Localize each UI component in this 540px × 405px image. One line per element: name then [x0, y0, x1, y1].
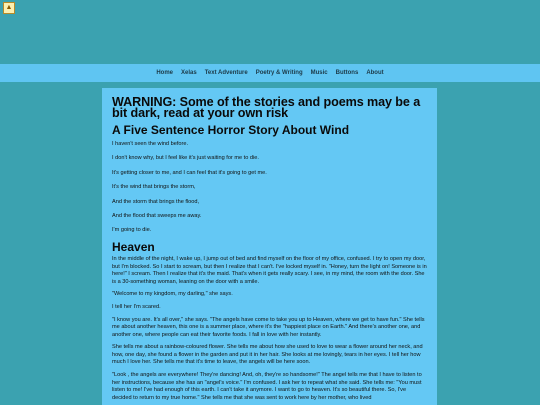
story-paragraph: It's the wind that brings the storm, — [112, 184, 196, 191]
nav-buttons[interactable]: Buttons — [335, 70, 359, 76]
content-panel[interactable] — [102, 88, 437, 405]
nav-poetry-writing[interactable]: Poetry & Writing — [255, 70, 303, 76]
book-icon[interactable]: ▲ — [3, 2, 15, 14]
story-paragraph: It's getting closer to me, and I can feel that it's going to get me. — [112, 169, 267, 176]
story-paragraph: "Look , the angels are everywhere! They're dancing! And, oh, they're so handsome!" The angel tells me that I have to listen to her instructions, because she has an "angel's voice." I'm confused. I ask her to repeat what she said. She tells me: "You must listen to me! I've had enough of this earth. I can't take it anymore. I want to go to heaven. It's so beautiful there. So, I've decided to return to my true home." She tells me that she was sent to work here by her mother, who lived — [112, 372, 422, 401]
nav-about[interactable]: About — [366, 70, 384, 76]
story-paragraph: In the middle of the night, I wake up, I jump out of bed and find myself on the floor of my office, confused. I try to open my door, but I'm blocked. So I start to scream, but then I realize that I can't. I've locked myself in. "Honey, turn the light on! Someone is in here!" I scream. Then I realize that it's the maid. That's when it gets really scary. I see, in my mind, the room with the door. She is a 30-something woman, leaning on the door with a smile. — [112, 255, 427, 285]
nav-home[interactable]: Home — [156, 70, 174, 76]
warning-heading: WARNING: Some of the stories and poems may be a bit dark, read at your own risk — [112, 95, 421, 120]
nav-xelas[interactable]: Xelas — [181, 70, 197, 76]
story-wind — [112, 141, 427, 235]
main-nav — [0, 64, 540, 82]
story-paragraph: I tell her I'm scared. — [112, 303, 161, 310]
story-paragraph: "Welcome to my kingdom, my darling," she says. — [112, 291, 233, 298]
story-paragraph: And the flood that sweeps me away. — [112, 212, 202, 219]
story-title-wind: A Five Sentence Horror Story About Wind — [112, 123, 350, 137]
story-title-heaven: Heaven — [112, 239, 155, 254]
story-paragraph: And the storm that brings the flood, — [112, 198, 200, 205]
story-paragraph: "I know you are. It's all over," she says. "The angels have come to take you up to Heaven, where we get to have fun." She tells me about another heaven, this one is a summer place, where it's the "happiest place on Earth." And there's another one, and another one, where people can eat their favorite foods. I fall in love with her instantly. — [112, 316, 425, 338]
nav-music[interactable]: Music — [310, 70, 328, 76]
story-paragraph: She tells me about a rainbow-coloured flower. She tells me about how she used to love to wear a flower around her neck, and how, one day, she found a flower in the garden and put it in her hair. She looks at me lovingly, tears in her eyes. I tell her how much I love her. She tells me that it's time to leave, the angels will be here soon. — [112, 344, 423, 366]
story-paragraph: I haven't seen the wind before. — [112, 141, 189, 147]
story-paragraph: I don't know why, but I feel like it's just waiting for me to die. — [112, 155, 259, 162]
nav-text-adventure[interactable]: Text Adventure — [204, 70, 248, 76]
story-heaven — [112, 256, 427, 403]
story-paragraph: I'm going to die. — [112, 227, 152, 234]
